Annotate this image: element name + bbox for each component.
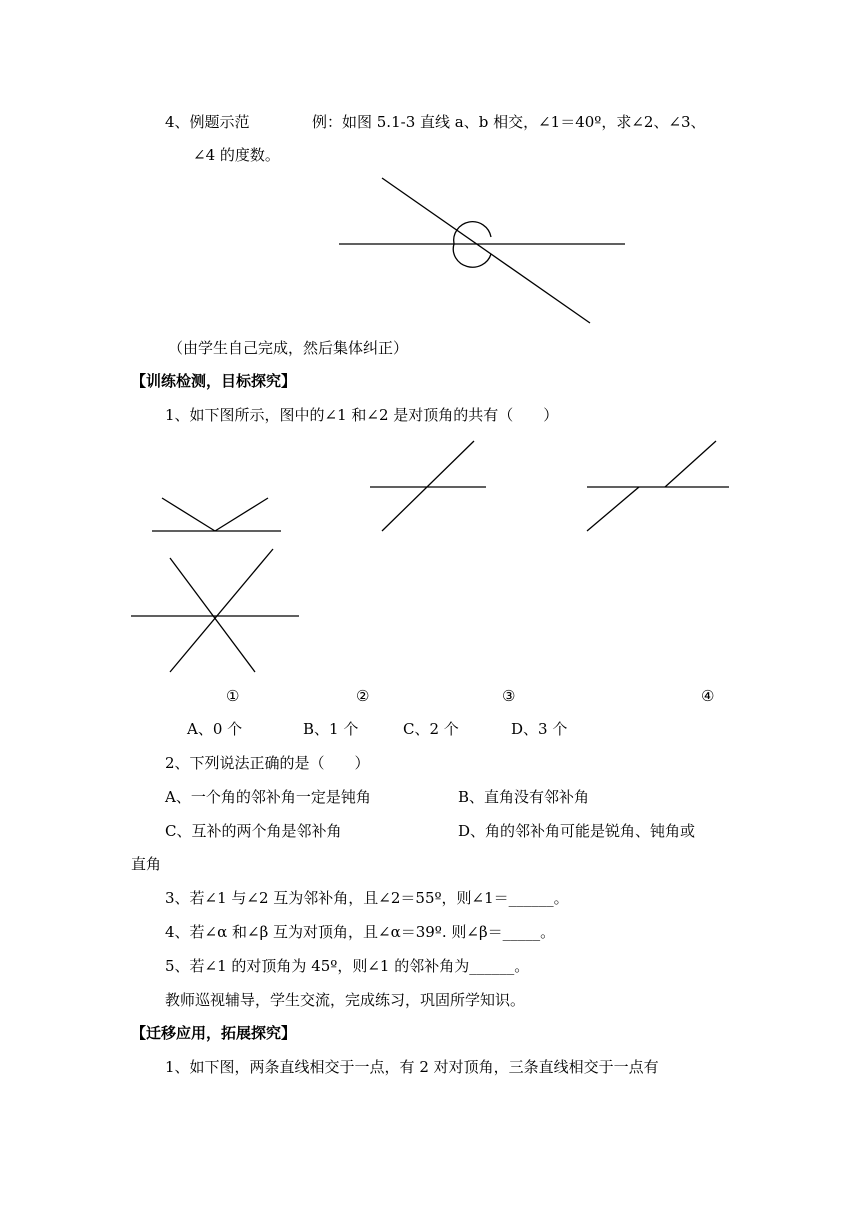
figure-label-4: ④ <box>701 687 715 705</box>
question-1-option-c: C、2 个 <box>403 720 459 738</box>
figure-2 <box>370 441 486 531</box>
section-title-training: 【训练检测，目标探究】 <box>131 372 297 390</box>
question-2-option-d: D、角的邻补角可能是锐角、钝角或 <box>458 822 696 840</box>
question-1-option-a: A、0 个 <box>187 720 243 738</box>
section2-question-1-text: 1、如下图，两条直线相交于一点，有 2 对对顶角，三条直线相交于一点有 <box>165 1058 659 1076</box>
figure-1 <box>152 498 281 531</box>
teacher-note: 教师巡视辅导，学生交流，完成练习，巩固所学知识。 <box>165 991 526 1009</box>
figure-label-3: ③ <box>502 687 516 705</box>
question-2-option-a: A、一个角的邻补角一定是钝角 <box>165 788 371 806</box>
question-2-option-b: B、直角没有邻补角 <box>458 788 590 806</box>
question-1-option-d: D、3 个 <box>511 720 568 738</box>
figure-label-2: ② <box>356 687 370 705</box>
section-title-application: 【迁移应用，拓展探究】 <box>131 1024 297 1042</box>
figure-3 <box>587 441 729 531</box>
question-3-text: 3、若∠1 与∠2 互为邻补角，且∠2＝55º，则∠1＝______。 <box>165 889 569 907</box>
example-text-line1: 例：如图 5.1-3 直线 a、b 相交，∠1＝40º，求∠2、∠3、 <box>312 113 706 131</box>
figure-label-1: ① <box>226 687 240 705</box>
question-2-option-c: C、互补的两个角是邻补角 <box>165 822 342 840</box>
question-2-option-d-continued: 直角 <box>131 855 162 873</box>
figure-4 <box>131 549 299 672</box>
question-2-text: 2、下列说法正确的是（ ） <box>165 754 370 772</box>
example-text-line2: ∠4 的度数。 <box>193 146 280 164</box>
example-note: （由学生自己完成，然后集体纠正） <box>168 339 409 357</box>
question-4-text: 4、若∠α 和∠β 互为对顶角，且∠α＝39º. 则∠β＝_____。 <box>165 923 556 941</box>
example-heading: 4、例题示范 <box>165 113 250 131</box>
question-1-option-b: B、1 个 <box>303 720 359 738</box>
question-5-text: 5、若∠1 的对顶角为 45º，则∠1 的邻补角为______。 <box>165 957 530 975</box>
question-1-text: 1、如下图所示，图中的∠1 和∠2 是对顶角的共有（ ） <box>165 406 559 424</box>
